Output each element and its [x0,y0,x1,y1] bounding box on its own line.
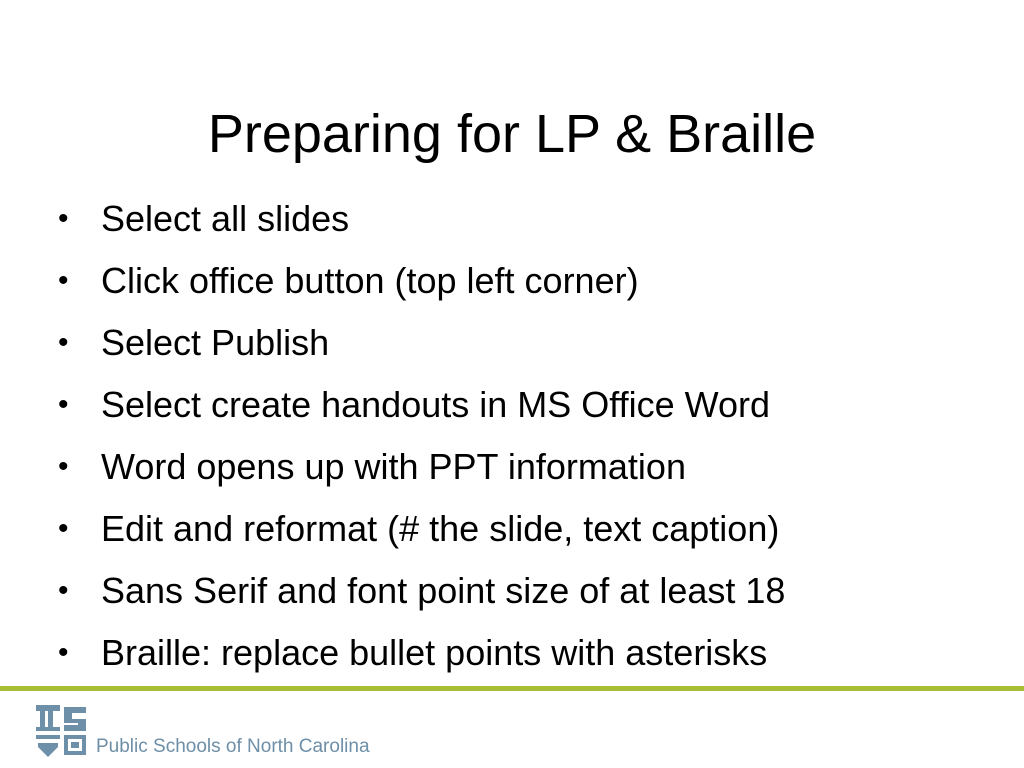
list-item [58,498,998,560]
bullet-marker: • [58,326,69,359]
list-item [58,374,998,436]
bullet-text: Select create handouts in MS Office Word [101,384,771,425]
bullet-text: Word opens up with PPT information [101,446,686,487]
bullet-text: Select all slides [101,198,350,239]
list-item [58,622,998,684]
bullet-marker: • [58,202,69,235]
bullet-text: Select Publish [101,322,330,363]
bullet-marker: • [58,264,69,297]
bullet-text: Edit and reformat (# the slide, text caption) [101,508,780,549]
bullet-marker: • [58,636,69,669]
list-item [58,560,998,622]
list-item [58,250,998,312]
bullet-marker: • [58,512,69,545]
footer-organization-name: Public Schools of North Carolina [96,736,370,757]
bullet-text: Sans Serif and font point size of at least 18 [101,570,786,611]
list-item [58,436,998,498]
nc-public-schools-logo-icon [34,703,90,759]
list-item [58,188,998,250]
bullet-marker: • [58,450,69,483]
bullet-list [58,188,998,684]
bullet-marker: • [58,574,69,607]
footer-divider [0,686,1024,691]
bullet-text: Braille: replace bullet points with asterisks [101,632,768,673]
bullet-marker: • [58,388,69,421]
slide-title: Preparing for LP & Braille [207,104,817,165]
bullet-text: Click office button (top left corner) [101,260,639,301]
list-item [58,312,998,374]
